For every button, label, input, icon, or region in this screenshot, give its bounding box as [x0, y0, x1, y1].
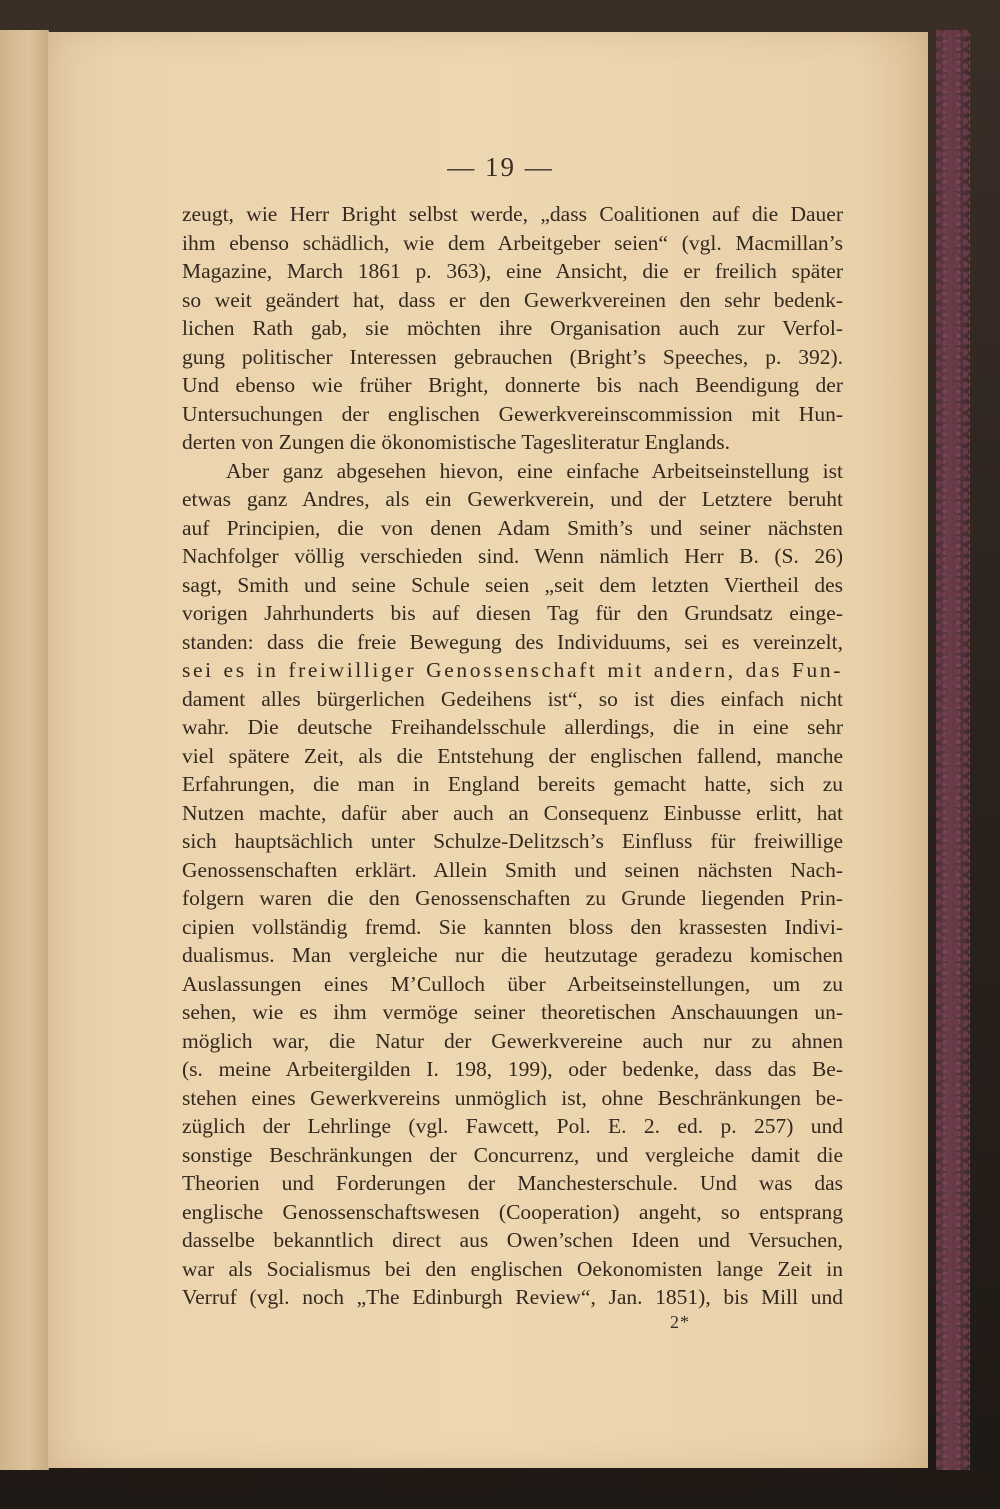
text-line: Magazine, March 1861 p. 363), eine Ansicht, die er freilich später — [182, 259, 843, 283]
text-line: lichen Rath gab, sie möchten ihre Organisation auch zur Verfol- — [182, 316, 843, 340]
text-line: sehen, wie es ihm vermöge seiner theoretischen Anschauungen un- — [182, 1000, 843, 1024]
text-line: war als Socialismus bei den englischen Oekonomisten lange Zeit in — [182, 1256, 843, 1281]
page-stack-edge — [0, 30, 49, 1470]
paragraph-start-line: Aber ganz abgesehen hievon, eine einfache Arbeitseinstellung ist — [226, 458, 843, 483]
book-page — [48, 32, 928, 1468]
text-line: zeugt, wie Herr Bright selbst werde, „dass Coalitionen auf die Dauer — [182, 202, 843, 226]
text-line: englische Genossenschaftswesen (Cooperation) angeht, so entsprang — [182, 1199, 843, 1224]
text-line: dualismus. Man vergleiche nur die heutzutage geradezu komischen — [182, 943, 843, 967]
text-line: Erfahrungen, die man in England bereits gemacht hatte, sich zu — [182, 772, 843, 796]
text-line: möglich war, die Natur der Gewerkvereine auch nur zu ahnen — [182, 1028, 843, 1053]
text-line: Auslassungen eines M’Culloch über Arbeitseinstellungen, um zu — [182, 971, 843, 996]
text-line: viel spätere Zeit, als die Entstehung der englischen fallend, manche — [182, 743, 843, 768]
text-line: standen: dass die freie Bewegung des Individuums, sei es vereinzelt, — [182, 629, 843, 654]
text-line: derten von Zungen die ökonomistische Tagesliteratur Englands. — [182, 430, 731, 454]
text-line: Nutzen machte, dafür aber auch an Consequenz Einbusse erlitt, hat — [182, 800, 843, 825]
text-line: Verruf (vgl. noch „The Edinburgh Review“, Jan. 1851), bis Mill und — [182, 1285, 843, 1309]
text-line: Untersuchungen der englischen Gewerkvereinscommission mit Hun- — [182, 401, 843, 426]
text-line: wahr. Die deutsche Freihandelsschule allerdings, die in eine sehr — [182, 715, 843, 739]
text-line: so weit geändert hat, dass er den Gewerkvereinen den sehr bedenk- — [182, 287, 843, 312]
page-number: — 19 — — [447, 152, 554, 182]
text-line: folgern waren die den Genossenschaften zu Grunde liegenden Prin- — [182, 886, 843, 910]
text-line: dasselbe bekanntlich direct aus Owen’schen Ideen und Versuchen, — [182, 1228, 843, 1252]
text-line: gung politischer Interessen gebrauchen (Bright’s Speeches, p. 392). — [182, 344, 843, 369]
text-line: vorigen Jahrhunderts bis auf diesen Tag für den Grundsatz einge- — [182, 601, 843, 625]
text-line: züglich der Lehrlinge (vgl. Fawcett, Pol. E. 2. ed. p. 257) und — [182, 1114, 843, 1138]
body-text — [182, 200, 843, 1312]
text-line: Genossenschaften erklärt. Allein Smith und seinen nächsten Nach- — [182, 857, 843, 882]
book-cover-edge — [936, 30, 970, 1470]
text-line: Theorien und Forderungen der Manchesterschule. Und was das — [182, 1171, 843, 1195]
text-line: cipien vollständig fremd. Sie kannten bloss den krassesten Indivi- — [182, 914, 843, 939]
text-line: etwas ganz Andres, als ein Gewerkverein, und der Letztere beruht — [182, 487, 843, 511]
text-line: ihm ebenso schädlich, wie dem Arbeitgeber seien“ (vgl. Macmillan’s — [182, 230, 843, 255]
text-line: (s. meine Arbeitergilden I. 198, 199), oder bedenke, dass das Be- — [182, 1057, 843, 1081]
text-line: dament alles bürgerlichen Gedeihens ist“, so ist dies einfach nicht — [182, 686, 843, 711]
text-line: Nachfolger völlig verschieden sind. Wenn nämlich Herr B. (S. 26) — [182, 544, 843, 568]
text-line: stehen eines Gewerkvereins unmöglich ist, ohne Beschränkungen be- — [182, 1085, 843, 1110]
text-line: sich hauptsächlich unter Schulze-Delitzsch’s Einfluss für freiwillige — [182, 829, 843, 853]
text-line: auf Principien, die von denen Adam Smith’s und seiner nächsten — [182, 515, 843, 540]
text-line: sagt, Smith und seine Schule seien „seit dem letzten Viertheil des — [182, 572, 843, 597]
text-line: Und ebenso wie früher Bright, donnerte bis nach Beendigung der — [182, 373, 843, 397]
emphasized-text-line: sei es in freiwilliger Genossenschaft mit andern, das Fun- — [182, 658, 843, 682]
text-line: sonstige Beschränkungen der Concurrenz, und vergleiche damit die — [182, 1142, 843, 1167]
printer-signature-mark: 2* — [670, 1312, 690, 1332]
